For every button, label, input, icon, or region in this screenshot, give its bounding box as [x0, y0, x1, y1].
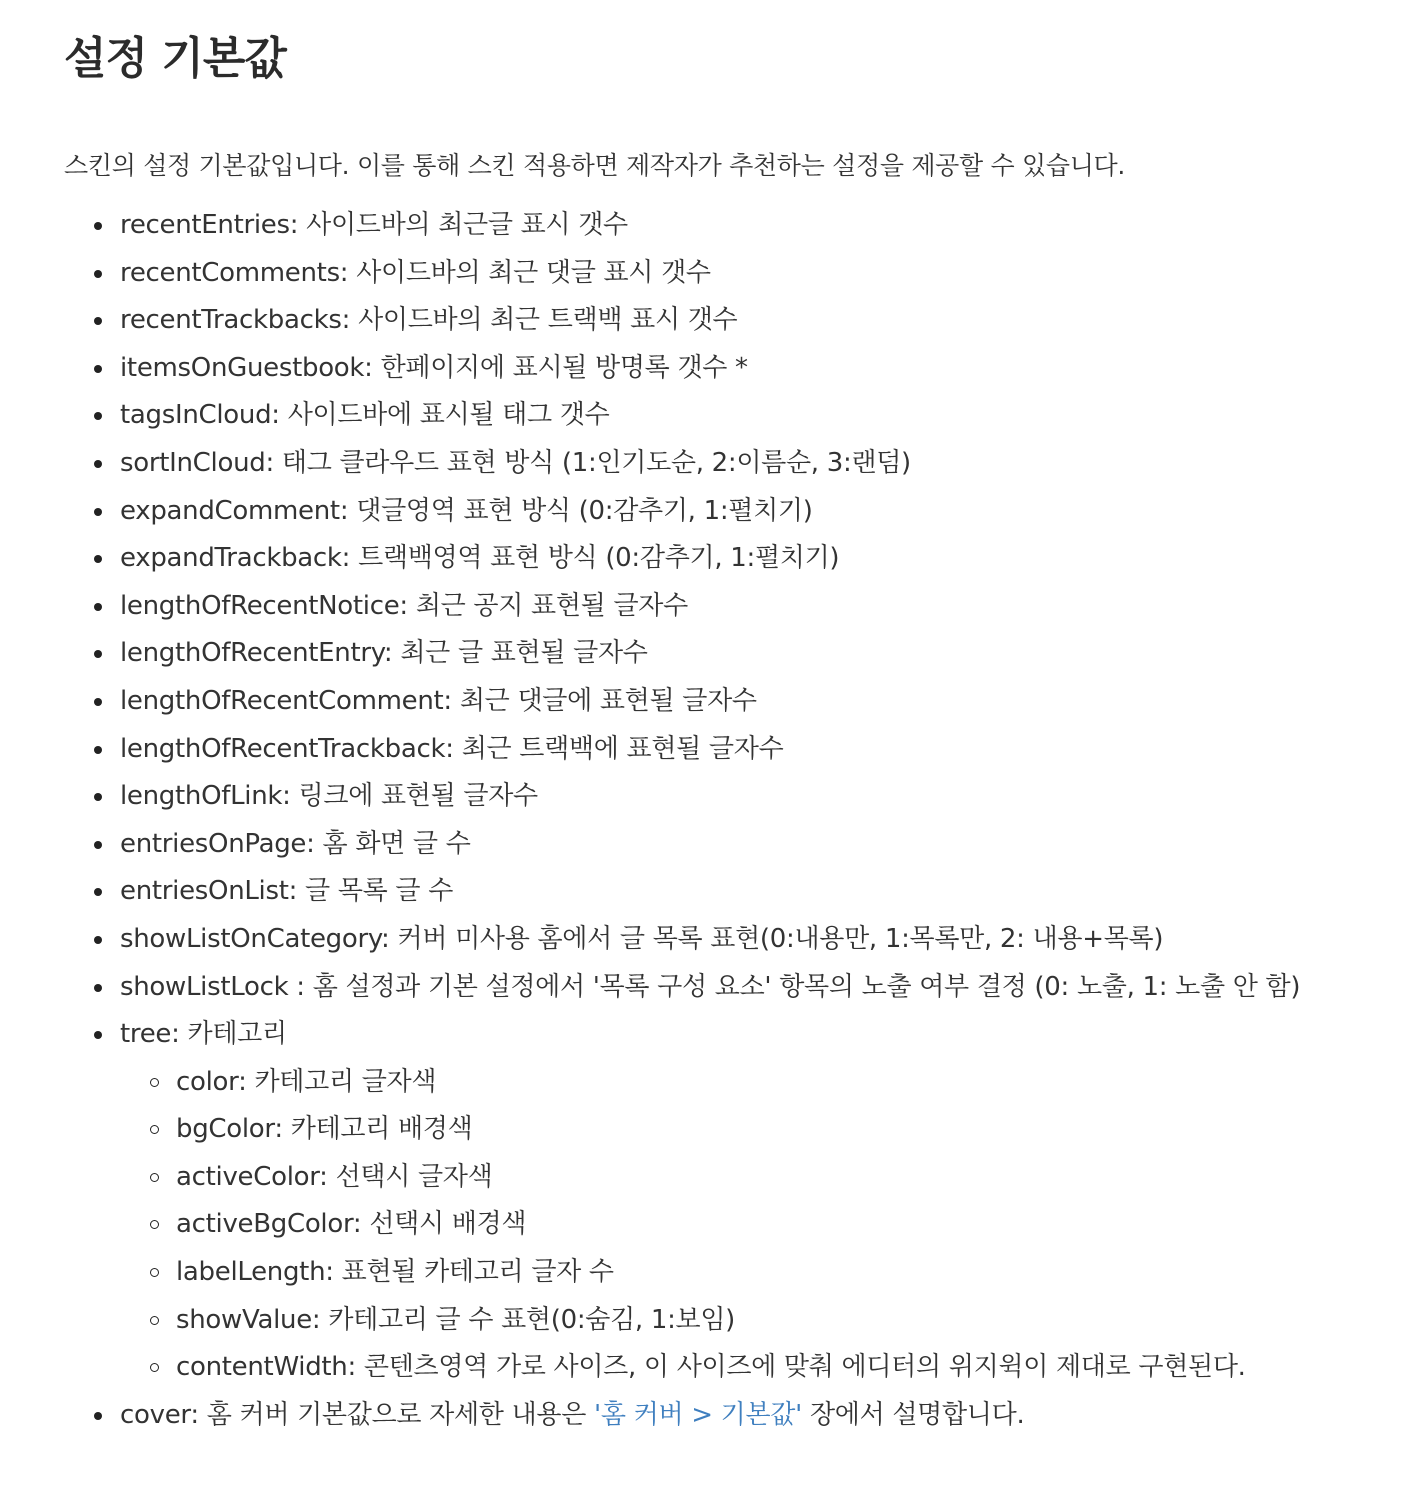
- list-item: lengthOfRecentComment: 최근 댓글에 표현될 글자수: [120, 678, 1402, 726]
- cover-suffix: 장에서 설명합니다.: [801, 1399, 1025, 1430]
- tree-label: tree: 카테고리: [120, 1019, 287, 1050]
- list-item: lengthOfLink: 링크에 표현될 글자수: [120, 773, 1402, 821]
- sublist-item: contentWidth: 콘텐츠영역 가로 사이즈, 이 사이즈에 맞춰 에디터의 위지윅이 제대로 구현된다.: [176, 1344, 1402, 1392]
- list-item: recentEntries: 사이드바의 최근글 표시 갯수: [120, 202, 1402, 250]
- list-item-tree: [120, 1011, 1402, 1392]
- list-item: entriesOnList: 글 목록 글 수: [120, 868, 1402, 916]
- list-item: expandTrackback: 트랙백영역 표현 방식 (0:감추기, 1:펼치기): [120, 535, 1402, 583]
- list-item: expandComment: 댓글영역 표현 방식 (0:감추기, 1:펼치기): [120, 488, 1402, 536]
- tree-sublist: [120, 1059, 1402, 1392]
- page-title: 설정 기본값: [64, 33, 286, 84]
- intro-paragraph: 스킨의 설정 기본값입니다. 이를 통해 스킨 적용하면 제작자가 추천하는 설정을 제공할 수 있습니다.: [64, 151, 1126, 180]
- list-item: recentComments: 사이드바의 최근 댓글 표시 갯수: [120, 250, 1402, 298]
- list-item: lengthOfRecentNotice: 최근 공지 표현될 글자수: [120, 583, 1402, 631]
- list-item: recentTrackbacks: 사이드바의 최근 트랙백 표시 갯수: [120, 297, 1402, 345]
- list-item: itemsOnGuestbook: 한페이지에 표시될 방명록 갯수 *: [120, 345, 1402, 393]
- sublist-item: color: 카테고리 글자색: [176, 1059, 1402, 1107]
- list-item: lengthOfRecentEntry: 최근 글 표현될 글자수: [120, 630, 1402, 678]
- list-item: lengthOfRecentTrackback: 최근 트랙백에 표현될 글자수: [120, 726, 1402, 774]
- list-item: showListOnCategory: 커버 미사용 홈에서 글 목록 표현(0:내용만, 1:목록만, 2: 내용+목록): [120, 916, 1402, 964]
- settings-list: [64, 202, 1402, 1439]
- sublist-item: activeColor: 선택시 글자색: [176, 1154, 1402, 1202]
- list-item: sortInCloud: 태그 클라우드 표현 방식 (1:인기도순, 2:이름순, 3:랜덤): [120, 440, 1402, 488]
- list-item: showListLock : 홈 설정과 기본 설정에서 '목록 구성 요소' 항목의 노출 여부 결정 (0: 노출, 1: 노출 안 함): [120, 964, 1402, 1012]
- sublist-item: showValue: 카테고리 글 수 표현(0:숨김, 1:보임): [176, 1297, 1402, 1345]
- list-item-cover: [120, 1392, 1402, 1440]
- cover-defaults-link[interactable]: '홈 커버 > 기본값': [594, 1399, 802, 1430]
- sublist-item: activeBgColor: 선택시 배경색: [176, 1201, 1402, 1249]
- list-item: entriesOnPage: 홈 화면 글 수: [120, 821, 1402, 869]
- list-item: tagsInCloud: 사이드바에 표시될 태그 갯수: [120, 392, 1402, 440]
- sublist-item: labelLength: 표현될 카테고리 글자 수: [176, 1249, 1402, 1297]
- cover-prefix: cover: 홈 커버 기본값으로 자세한 내용은: [120, 1399, 594, 1430]
- sublist-item: bgColor: 카테고리 배경색: [176, 1106, 1402, 1154]
